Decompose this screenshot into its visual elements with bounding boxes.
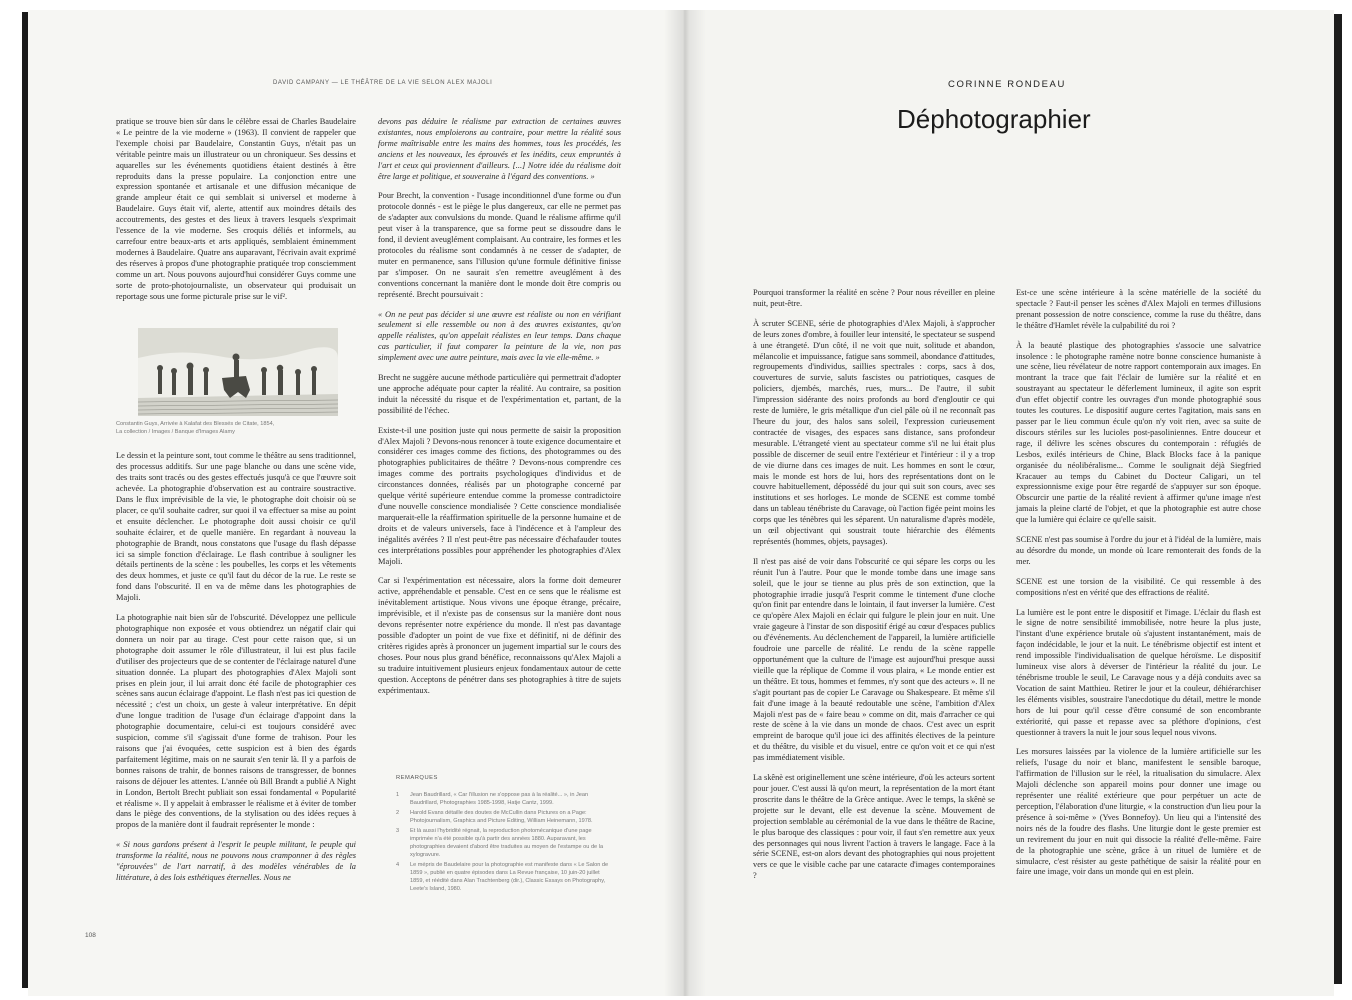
figure-caption-line: Constantin Guys, Arrivée à Kalafat des Blessés de Citate, 1854, bbox=[116, 421, 275, 427]
note-text: Le mépris de Baudelaire pour la photographie est manifeste dans « Le Salon de 1859 », publié en quatre épisodes dans La Revue française, 10 juin-20 juillet 1859, et réédité dans Alan Trachtenberg (dir.), Classic Essays on Photography, Leete's Island, 1980. bbox=[410, 862, 609, 892]
quote-paragraph: « Si nous gardons présent à l'esprit le peuple militant, le peuple qui transforme la réalité, nous ne pouvons nous cramponner à des règles "éprouvées" de l'art narratif, à des modèles vénérables de la littérature, à des lois esthétiques éternelles. Nous ne bbox=[116, 840, 356, 882]
note-item bbox=[396, 861, 611, 893]
quote-paragraph: devons pas déduire le réalisme par extraction de certaines œuvres existantes, nous emploierons au contraire, pour mettre la réalité sous forme maîtrisable entre les mains des hommes, tous les procédés, les anciens et les nouveaux, les éprouvés et les inédits, ceux empruntés à l'art et ceux qui proviennent d'ailleurs. [...] Notre idée du réalisme doit être large et politique, et souveraine à l'égard des conventions. » bbox=[378, 117, 621, 181]
paragraph: Les morsures laissées par la violence de la lumière artificielle sur les reliefs, l'usage du noir et blanc, manifestent le sensible baroque, l'affirmation de l'illusion sur le réel, la ritualisation du simulacre. Alex Majoli déclenche son appareil moins pour donner une image ou représenter une réalité extérieure que pour perpétuer un acte de perception, l'élaboration d'une liturgie, « la construction d'un lieu pour la présence à soi-même » (Yves Bonnefoy). Un lieu qui a l'intensité des noirs nés de la foudre des flashs. Une liturgie dont le geste premier est un revirement du jour en nuit qui dissocie la réalité d'elle-même. Faire de la photographie une scène, grâce à un rituel de lumière et de simulacre, c'est résister au geste pathétique de saisir la réalité pour en faire une image, voir dans un monde qui en est plein. bbox=[1016, 747, 1261, 877]
article-title: Déphotographier bbox=[897, 104, 1091, 134]
note-item bbox=[396, 791, 611, 807]
left-page-edge bbox=[22, 12, 28, 988]
figure-caption bbox=[116, 420, 346, 436]
left-column-1 bbox=[116, 117, 356, 893]
paragraph: Il n'est pas aisé de voir dans l'obscurité ce qui sépare les corps ou les réunit l'un à l'autre. Pour que le monde tombe dans une image sans soleil, que le jour se tienne au plus près de son extinction, que la photographie irradie jusqu'à l'esprit comme le tintement d'une cloche qu'on finit par entendre dans le lointain, il faut inverser la lumière. C'est ce qu'opère Alex Majoli en éclair qui fulgure le plein jour en nuit. Une vraie gageure à l'instar de son dispositif érigé au cœur d'espaces publics ou d'événements. Au déclenchement de l'appareil, la lumière artificielle foudroie une parcelle de réalité. Le rendu de la scène rappelle opportunément que la culture de l'image est aujourd'hui presque aussi vieille que la réplique de Comme il vous plaira, « Le monde entier est un théâtre. Et tous, hommes et femmes, n'y sont que des acteurs ». Il ne s'agit pourtant pas de copier Le Caravage ou Shakespeare. Et même s'il fait d'une image à la beauté redoutable une scène, l'ambition d'Alex Majoli n'est pas de « faire beau » comme on dit, mais d'arracher ce qui reste de scène à la vie dans un monde de chaos. C'est avec un esprit empreint de baroque qu'il joue ici des affinités électives de la peinture et du théâtre, du visible et du visuel, entre ce qu'on voit et ce qui n'est pas immédiatement visible. bbox=[753, 556, 995, 763]
book-gutter bbox=[664, 10, 706, 996]
notes-list bbox=[396, 791, 611, 895]
left-page bbox=[28, 10, 684, 996]
page-number: 108 bbox=[85, 932, 96, 939]
paragraph: La skênè est originellement une scène intérieure, d'où les acteurs sortent pour jouer. C'est aussi là qu'on meurt, la représentation de la mort étant proscrite dans le théâtre de la Grèce antique. Avec le temps, la skênè se projette sur le devant, elle est devenue la scène. Mouvement de projection semblable au cérémonial de la vue dans le théâtre de Racine, le plus baroque des classiques : pour voir, il faut s'en remettre aux yeux des personnages qui nous livrent l'action à travers le langage. Face à la série SCENE, est-on alors devant des photographies qui nous projettent vers ce que le visible cache par une cataracte d'images contemporaines ? bbox=[753, 773, 995, 881]
paragraph: Le dessin et la peinture sont, tout comme le théâtre au sens traditionnel, des processus additifs. Sur une page blanche ou dans une scène vide, des traits sont tracés ou des gestes effectués jusqu'à ce que l'œuvre soit achevée. La photographie d'observation est au contraire soustractive. Dans le flux imprévisible de la vie, le photographe doit choisir où se placer, ce qu'il souhaite cadrer, sur quoi il va effectuer sa mise au point et ensuite déclencher. Le photographe doit aussi choisir ce qu'il souhaite éclairer, et de quelle manière. En regardant à nouveau la photographie de Brandt, nous constatons que l'usage du flash dépasse ici sa simple fonction d'éclairage. Le flash contribue à souligner les détails pertinents de la scène : les poubelles, les corps et les vêtements des deux hommes, et juste ce qu'il faut du décor de la rue. Le reste se fond dans l'obscurité. Il en va de même dans les photographies de Majoli. bbox=[116, 451, 357, 603]
note-text: Jean Baudrillard, « Car l'illusion ne s'oppose pas à la réalité... », in Jean Baudrillard, Photographies 1985-1998, Hatje Cantz, 1999. bbox=[410, 792, 589, 806]
note-text: Harold Evans détaille des doutes de McCullin dans Pictures on a Page: Photojournalism, Graphics and Picture Editing, William Heinemann, 1978. bbox=[410, 810, 593, 824]
left-column-2 bbox=[378, 117, 621, 705]
right-column-1 bbox=[753, 288, 995, 891]
note-text: Et là aussi l'hybridité régnait, la reproduction photomécanique d'une page imprimée n'a été possible qu'à partir des années 1880. Auparavant, les photographies devaient d'abord être traduites au moyen de l'estampe ou de la xylogravure. bbox=[410, 828, 604, 858]
paragraph: Est-ce une scène intérieure à la scène matérielle de la société du spectacle ? Faut-il penser les scènes d'Alex Majoli en termes d'illusions prenant possession de notre conscience, comme la ruse du théâtre, dans le théâtre d'Hamlet révèle la culpabilité du roi ? bbox=[1016, 288, 1261, 330]
right-page-edge bbox=[1334, 14, 1342, 984]
paragraph: pratique se trouve bien sûr dans le célèbre essai de Charles Baudelaire « Le peintre de la vie moderne » (1963). Il convient de rappeler que l'exemple choisi par Baudelaire, Constantin Guys, n'était pas un véritable peintre mais un illustrateur ou un chroniqueur. Ses dessins et aquarelles sur les événements quotidiens étaient destinés à être reproduits dans la presse populaire. La conjonction entre une expression spontanée et artisanale et une diffusion mécanique de grande ampleur était ce qui semblait si universel et moderne à Baudelaire. Guys était vif, alerte, attentif aux moindres détails des accoutrements, des gestes et des lieux à travers lesquels s'exprimait l'essence de la vie moderne. Ses croquis déliés et informels, au carrefour entre beaux-arts et arts appliqués, semblaient éminemment modernes à Baudelaire. Quatre ans auparavant, l'écrivain avait exprimé des réserves à propos d'une photographie pratiquée trop consciemment comme un art. Nous pouvons aujourd'hui considérer Guys comme une sorte de proto-photojournaliste, un observateur qui produisait un reportage sous une forme picturale prise sur le vif². bbox=[116, 117, 356, 301]
paragraph: Existe-t-il une position juste qui nous permette de saisir la proposition d'Alex Majoli ? Devons-nous renoncer à toute exigence documentaire et considérer ces images comme des fictions, des photogrammes ou des photographies publicitaires de théâtre ? Devons-nous comprendre ces images comme des portraits psychologiques d'individus et de circonstances données, réalisés par un photographe concerné par quelque vérité supérieure entendue comme la promesse contradictoire d'une nouvelle conscience mondialisée ? Cette conscience mondialisée marquerait-elle la réaffirmation spirituelle de la personne humaine et de droits et de valeurs universels, face à l'indécence et à l'ampleur des inégalités avérées ? Il n'est peut-être pas nécessaire d'échafauder toutes ces interprétations possibles pour appréhender les photographies d'Alex Majoli. bbox=[378, 425, 621, 566]
note-number: 4 bbox=[396, 862, 400, 868]
paragraph: À scruter SCENE, série de photographies d'Alex Majoli, à s'approcher de leurs zones d'ombre, à fouiller leur intensité, le spectateur se suspend à une étrangeté. D'un côté, il ne voit que nuit, solitude et abandon, mélancolie et impuissance, fatigue sans sommeil, abondance d'attitudes, regroupements d'individus, saillies spectrales : corps, sacs à dos, couvertures de survie, saluts fascistes ou patriotiques, casques de policiers, djembés, marchés, rues, murs... De l'autre, il subit l'impression sidérante des noirs profonds au bord d'engloutir ce qui reste de lumière, le gris métallique d'un ciel pâle où il ne reconnaît pas l'heure du jour, des halos sans soleil, l'expression curieusement contractée de visages, des espaces sans distance, sans profondeur mesurable. L'étrangeté vient au spectateur comme s'il ne lui était plus possible de discerner de seuil entre l'extérieur et l'intérieur : il y a trop de vie diurne dans ces images de nuit. Les hommes en sont le cœur, mais le monde est hors de lui, hors des représentations dont on le couvre habituellement, dépossédé du jour qui suit son cours, avec ses institutions et ses horloges. Le monde de SCENE est comme tombé dans un tableau ténébriste du Caravage, où l'action figée peint moins les corps que les ténèbres qui les séparent. Un naturalisme d'après modèle, un œil objectivant qui soustrait toute hiérarchie des éléments représentés (hommes, objets, paysages). bbox=[753, 318, 995, 546]
note-item bbox=[396, 809, 611, 825]
paragraph: La photographie nait bien sûr de l'obscurité. Développez une pellicule photographique non exposée et vous obtiendrez un négatif clair qui donnera un noir par au tirage. C'est pour cette raison que, si un photographe doit assumer le rôle d'illustrateur, il lui est plus facile d'utiliser des projecteurs que de se contenter de l'éclairage naturel d'une situation donnée. La plupart des photographies d'Alex Majoli sont prises en plein jour, il lui arrait donc été facile de photographier ces scènes sans aucun éclairage d'appoint. Le flash n'est pas ici question de nécessité ; c'est un choix, un geste à valeur interprétative. En dépit d'une longue tradition de l'usage d'un éclairage d'appoint dans la photographie documentaire, celui-ci est toujours considéré avec suspicion, comme s'il s'agissait d'une forme de trahison. Pour les raisons que j'ai évoquées, cette suspicion est à bien des égards parfaitement légitime, mais on ne saurait s'en tenir là. Il y a parfois de bonnes raisons de trahir, de bonnes raisons de transgresser, de bonnes raisons de déjouer les attentes. L'année où Bill Brandt a publié A Night in London, Bertolt Brecht publiait son essai fondamental « Popularité et réalisme ». Il y appelait à embrasser le réalisme et à éviter de tomber dans le piège des conventions, de la stylisation ou des idées reçues à propos de la manière dont il faudrait représenter le monde : bbox=[116, 613, 356, 830]
figure-caption-line: La collection / Images / Banque d'Images Alamy bbox=[116, 429, 235, 435]
right-column-2 bbox=[1016, 288, 1261, 887]
note-number: 3 bbox=[396, 828, 400, 834]
notes-title: REMARQUES bbox=[396, 775, 438, 781]
paragraph: À la beauté plastique des photographies s'associe une salvatrice insolence : le photographe ramène notre bonne conscience humaniste à une scène, lieu révélateur de notre rapport contemporain aux images. En montrant la trace que fait l'éclair de lumière sur la réalité et en soustrayant au spectateur le déferlement lumineux, il agite son esprit d'un effet objectif contre les ouvrages d'un monde photographié sous toutes les coutures. Le dispositif augure certes l'agitation, mais sans en passer par le lieu commun écule qu'on n'y voit rien, avec sa suite de discours stériles sur les lucioles post-pasoliniennes. Entre douceur et rage, il délivre les scènes obscures du contemporain : réfugiés de Lesbos, exilés intérieurs de Chine, Black Blocks face à la panique organisée du néolibéralisme... Comme le soulignait déjà Siegfried Kracauer au temps du Cabinet du Docteur Caligari, un tel expressionnisme exige pour être regardé de s'appuyer sur son époque. Obscurcir une partie de la réalité revient à affirmer qu'une image n'est jamais la pleine clarté de l'objet, et que la photographie est autre chose que la lumière qui éclaire ce qu'elle saisit. bbox=[1016, 340, 1261, 525]
paragraph: SCENE n'est pas soumise à l'ordre du jour et à l'idéal de la lumière, mais au désordre du monde, un monde où Icare remonterait des fonds de la mer. bbox=[1016, 535, 1261, 566]
note-item bbox=[396, 827, 611, 859]
paragraph: La lumière est le pont entre le dispositif et l'image. L'éclair du flash est le signe de notre sensibilité immobilisée, notre heure la plus juste, l'instant d'une expérience brutale où s'ajustent instantanément, mais de façon indécidable, le jour et la nuit. Le ténébrisme objectif est intent et rend impossible l'individualisation de quelque héroïsme. Le dispositif lumineux vise alors à déverser de l'intérieur la réalité du jour. Le ténébrisme trouble le seuil, Le Caravage nous y a déjà conduits avec sa Vocation de saint Matthieu. Retirer le jour et la couleur, déhiérarchiser les éléments visibles, soustraire l'anecdotique du détail, mettre le monde hors de lui pour qu'il cesse d'être consumé de son encombrante extériorité, qui passe et repasse avec sa pléthore d'opinions, c'est questionner à travers la nuit le jour sous lequel nous vivons. bbox=[1016, 607, 1261, 737]
note-number: 2 bbox=[396, 810, 400, 816]
paragraph: Pour Brecht, la convention - l'usage inconditionnel d'une forme ou d'un protocole donnés - est le piège le plus dangereux, car elle ne permet pas de s'adapter aux convulsions du monde. Quand le réalisme affirme qu'il peut viser à la transparence, que sa forme peut se dissoudre dans le fond, il devient aveuglément complaisant. Au contraire, les formes et les protocoles du réalisme sont condamnés à ne cesser de s'adapter, de muter en permanence, sans l'illusion qu'une formule définitive finisse par s'imposer. On ne saurait s'en remettre aveuglément à des conventions concernant la manière dont le monde doit être compris ou représenté. Brecht poursuivait : bbox=[378, 191, 621, 299]
running-head: DAVID CAMPANY — LE THÉÂTRE DE LA VIE SELON ALEX MAJOLI bbox=[273, 80, 493, 86]
open-book bbox=[28, 10, 1346, 996]
article-author: CORINNE RONDEAU bbox=[948, 79, 1066, 90]
paragraph: Car si l'expérimentation est nécessaire, alors la forme doit demeurer active, appréhendable et pensable. C'est en ce sens que le réalisme est inévitablement artistique. Nous vivons une époque étrange, précaire, imprévisible, et il n'existe pas de consensus sur la manière dont nous devons représenter notre expérience du monde. Il n'est pas davantage possible d'adopter un point de vue fixe et définitif, ni de définir des critères rigides après à prononcer un jugement impartial sur le cours des choses. Pour nous plus grand bénéfice, reconnaissons qu'Alex Majoli a su traduire intuitivement plusieurs enjeux fondamentaux autour de cette question. Acceptons de pénétrer dans ses photographies à titre de sujets expérimentaux. bbox=[378, 576, 621, 695]
quote-paragraph: « On ne peut pas décider si une œuvre est réaliste ou non en vérifiant seulement si elle ressemble ou non à des œuvres existantes, qu'on appelle réalistes, qu'on appelait réalistes en leur temps. Dans chaque cas particulier, il faut comparer la peinture de la vie, non pas simplement avec une autre peinture, mais avec la vie elle-même. » bbox=[378, 309, 621, 363]
paragraph: Pourquoi transformer la réalité en scène ? Pour nous réveiller en pleine nuit, peut-être. bbox=[753, 288, 995, 308]
paragraph: Brecht ne suggère aucune méthode particulière qui permettrait d'adopter une approche adéquate pour capter la réalité. Au contraire, sa position induit la nécessité du risque et de l'expérimentation et, partant, de la possibilité de l'échec. bbox=[378, 373, 621, 415]
note-number: 1 bbox=[396, 792, 400, 798]
engraving-illustration bbox=[138, 328, 338, 416]
paragraph: SCENE est une torsion de la visibilité. Ce qui ressemble à des compositions n'est en vérité que des effractions de réalité. bbox=[1016, 576, 1261, 597]
